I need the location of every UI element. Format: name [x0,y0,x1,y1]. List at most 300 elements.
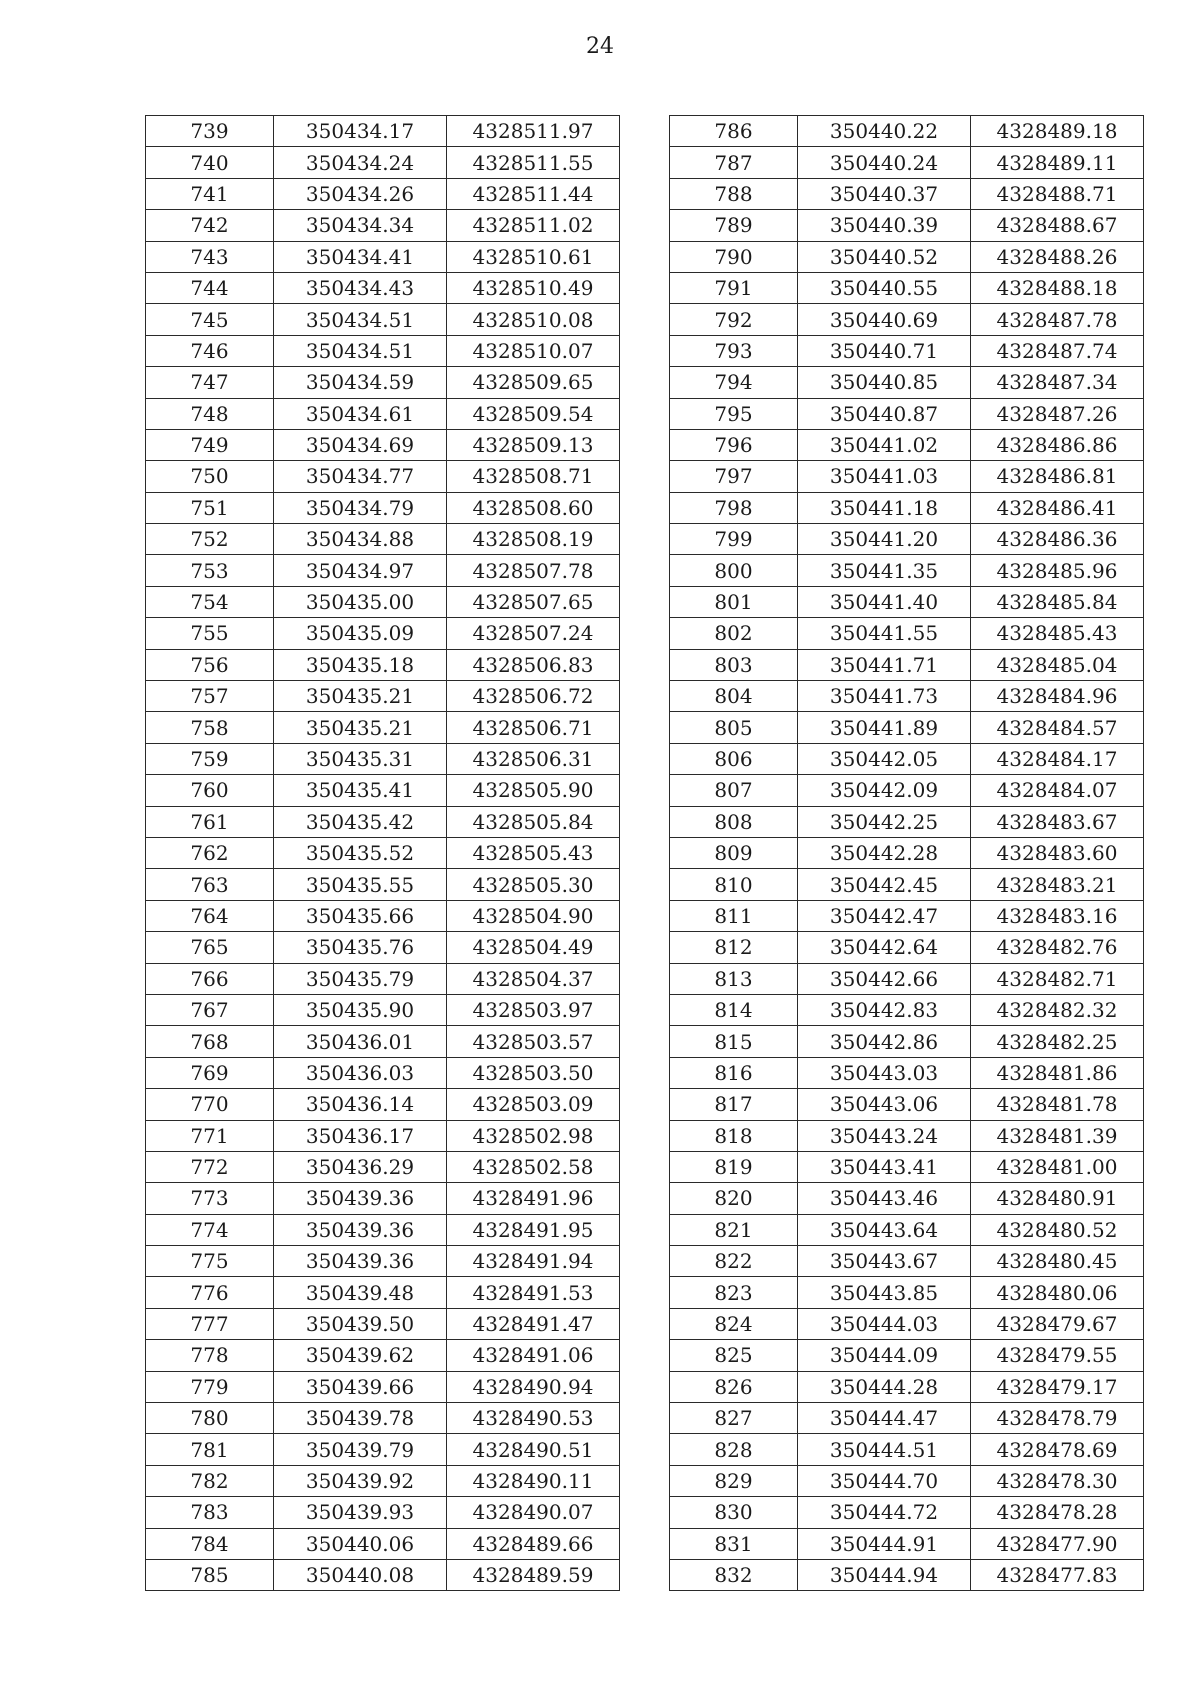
y-coordinate-cell: 4328502.98 [447,1120,620,1151]
point-number-cell: 807 [670,775,798,806]
x-coordinate-cell: 350441.35 [798,555,971,586]
table-row [670,806,1144,837]
y-coordinate-cell: 4328505.43 [447,837,620,868]
y-coordinate-cell: 4328484.57 [971,712,1144,743]
x-coordinate-cell: 350440.39 [798,210,971,241]
point-number-cell: 758 [146,712,274,743]
point-number-cell: 796 [670,429,798,460]
point-number-cell: 770 [146,1089,274,1120]
table-row [146,1214,620,1245]
point-number-cell: 780 [146,1403,274,1434]
point-number-cell: 817 [670,1089,798,1120]
table-row [146,178,620,209]
y-coordinate-cell: 4328483.21 [971,869,1144,900]
point-number-cell: 830 [670,1497,798,1528]
y-coordinate-cell: 4328488.18 [971,272,1144,303]
y-coordinate-cell: 4328490.53 [447,1403,620,1434]
x-coordinate-cell: 350441.20 [798,524,971,555]
y-coordinate-cell: 4328503.50 [447,1057,620,1088]
table-body [146,116,620,1591]
y-coordinate-cell: 4328486.86 [971,429,1144,460]
y-coordinate-cell: 4328482.25 [971,1026,1144,1057]
table-row [670,1434,1144,1465]
x-coordinate-cell: 350434.61 [274,398,447,429]
x-coordinate-cell: 350436.01 [274,1026,447,1057]
table-row [670,932,1144,963]
table-row [670,649,1144,680]
y-coordinate-cell: 4328508.71 [447,461,620,492]
x-coordinate-cell: 350435.21 [274,681,447,712]
point-number-cell: 820 [670,1183,798,1214]
x-coordinate-cell: 350434.24 [274,147,447,178]
x-coordinate-cell: 350434.79 [274,492,447,523]
x-coordinate-cell: 350435.55 [274,869,447,900]
y-coordinate-cell: 4328508.60 [447,492,620,523]
point-number-cell: 787 [670,147,798,178]
x-coordinate-cell: 350439.79 [274,1434,447,1465]
point-number-cell: 801 [670,586,798,617]
table-row [670,1528,1144,1559]
table-body [670,116,1144,1591]
point-number-cell: 783 [146,1497,274,1528]
point-number-cell: 797 [670,461,798,492]
y-coordinate-cell: 4328491.95 [447,1214,620,1245]
point-number-cell: 746 [146,335,274,366]
table-row [670,272,1144,303]
x-coordinate-cell: 350442.09 [798,775,971,806]
x-coordinate-cell: 350441.73 [798,681,971,712]
point-number-cell: 768 [146,1026,274,1057]
table-row [670,241,1144,272]
table-row [146,775,620,806]
table-row [670,900,1144,931]
point-number-cell: 794 [670,367,798,398]
y-coordinate-cell: 4328489.59 [447,1559,620,1590]
table-row [670,1214,1144,1245]
point-number-cell: 753 [146,555,274,586]
y-coordinate-cell: 4328511.44 [447,178,620,209]
coordinate-table-right [669,115,1144,1591]
y-coordinate-cell: 4328506.71 [447,712,620,743]
table-row [146,1057,620,1088]
x-coordinate-cell: 350441.02 [798,429,971,460]
y-coordinate-cell: 4328511.97 [447,116,620,147]
y-coordinate-cell: 4328488.26 [971,241,1144,272]
y-coordinate-cell: 4328505.30 [447,869,620,900]
point-number-cell: 781 [146,1434,274,1465]
point-number-cell: 782 [146,1465,274,1496]
y-coordinate-cell: 4328509.65 [447,367,620,398]
x-coordinate-cell: 350442.86 [798,1026,971,1057]
x-coordinate-cell: 350441.89 [798,712,971,743]
y-coordinate-cell: 4328490.51 [447,1434,620,1465]
x-coordinate-cell: 350435.76 [274,932,447,963]
table-row [670,775,1144,806]
x-coordinate-cell: 350444.72 [798,1497,971,1528]
table-row [670,618,1144,649]
x-coordinate-cell: 350439.36 [274,1214,447,1245]
point-number-cell: 805 [670,712,798,743]
table-row [146,492,620,523]
x-coordinate-cell: 350442.28 [798,837,971,868]
point-number-cell: 789 [670,210,798,241]
y-coordinate-cell: 4328489.66 [447,1528,620,1559]
point-number-cell: 786 [670,116,798,147]
y-coordinate-cell: 4328503.09 [447,1089,620,1120]
table-row [670,555,1144,586]
x-coordinate-cell: 350444.94 [798,1559,971,1590]
x-coordinate-cell: 350435.52 [274,837,447,868]
point-number-cell: 811 [670,900,798,931]
table-row [670,1403,1144,1434]
x-coordinate-cell: 350435.09 [274,618,447,649]
y-coordinate-cell: 4328488.67 [971,210,1144,241]
table-row [670,1089,1144,1120]
point-number-cell: 751 [146,492,274,523]
point-number-cell: 741 [146,178,274,209]
point-number-cell: 752 [146,524,274,555]
table-row [670,712,1144,743]
x-coordinate-cell: 350436.29 [274,1151,447,1182]
table-row [146,1528,620,1559]
y-coordinate-cell: 4328478.28 [971,1497,1144,1528]
y-coordinate-cell: 4328503.97 [447,994,620,1025]
x-coordinate-cell: 350440.24 [798,147,971,178]
x-coordinate-cell: 350440.52 [798,241,971,272]
table-row [670,335,1144,366]
x-coordinate-cell: 350442.64 [798,932,971,963]
table-row [670,1246,1144,1277]
y-coordinate-cell: 4328481.39 [971,1120,1144,1151]
table-row [146,1497,620,1528]
table-row [146,1120,620,1151]
x-coordinate-cell: 350434.43 [274,272,447,303]
y-coordinate-cell: 4328479.67 [971,1308,1144,1339]
table-row [670,367,1144,398]
point-number-cell: 755 [146,618,274,649]
point-number-cell: 761 [146,806,274,837]
point-number-cell: 802 [670,618,798,649]
x-coordinate-cell: 350442.47 [798,900,971,931]
y-coordinate-cell: 4328487.26 [971,398,1144,429]
y-coordinate-cell: 4328484.17 [971,743,1144,774]
x-coordinate-cell: 350434.69 [274,429,447,460]
y-coordinate-cell: 4328483.60 [971,837,1144,868]
table-row [146,837,620,868]
point-number-cell: 742 [146,210,274,241]
table-row [670,586,1144,617]
x-coordinate-cell: 350434.59 [274,367,447,398]
x-coordinate-cell: 350439.93 [274,1497,447,1528]
x-coordinate-cell: 350434.26 [274,178,447,209]
y-coordinate-cell: 4328478.79 [971,1403,1144,1434]
point-number-cell: 791 [670,272,798,303]
y-coordinate-cell: 4328485.84 [971,586,1144,617]
table-row [670,1183,1144,1214]
point-number-cell: 788 [670,178,798,209]
y-coordinate-cell: 4328485.43 [971,618,1144,649]
point-number-cell: 828 [670,1434,798,1465]
y-coordinate-cell: 4328477.83 [971,1559,1144,1590]
table-row [146,743,620,774]
point-number-cell: 740 [146,147,274,178]
table-row [670,963,1144,994]
table-row [146,461,620,492]
x-coordinate-cell: 350434.97 [274,555,447,586]
x-coordinate-cell: 350439.62 [274,1340,447,1371]
table-row [670,398,1144,429]
point-number-cell: 810 [670,869,798,900]
y-coordinate-cell: 4328504.90 [447,900,620,931]
point-number-cell: 804 [670,681,798,712]
y-coordinate-cell: 4328482.76 [971,932,1144,963]
point-number-cell: 808 [670,806,798,837]
table-row [146,429,620,460]
table-row [146,586,620,617]
table-row [146,1465,620,1496]
y-coordinate-cell: 4328506.83 [447,649,620,680]
y-coordinate-cell: 4328486.81 [971,461,1144,492]
point-number-cell: 821 [670,1214,798,1245]
table-row [670,210,1144,241]
y-coordinate-cell: 4328489.11 [971,147,1144,178]
x-coordinate-cell: 350440.87 [798,398,971,429]
y-coordinate-cell: 4328480.52 [971,1214,1144,1245]
y-coordinate-cell: 4328510.61 [447,241,620,272]
x-coordinate-cell: 350436.17 [274,1120,447,1151]
x-coordinate-cell: 350442.25 [798,806,971,837]
x-coordinate-cell: 350443.41 [798,1151,971,1182]
table-row [146,1277,620,1308]
point-number-cell: 824 [670,1308,798,1339]
x-coordinate-cell: 350439.48 [274,1277,447,1308]
y-coordinate-cell: 4328481.78 [971,1089,1144,1120]
y-coordinate-cell: 4328507.24 [447,618,620,649]
point-number-cell: 744 [146,272,274,303]
table-row [146,398,620,429]
table-row [670,1465,1144,1496]
point-number-cell: 825 [670,1340,798,1371]
y-coordinate-cell: 4328479.17 [971,1371,1144,1402]
point-number-cell: 767 [146,994,274,1025]
point-number-cell: 773 [146,1183,274,1214]
point-number-cell: 749 [146,429,274,460]
table-row [146,1183,620,1214]
table-row [670,837,1144,868]
point-number-cell: 795 [670,398,798,429]
table-row [146,555,620,586]
x-coordinate-cell: 350443.46 [798,1183,971,1214]
point-number-cell: 826 [670,1371,798,1402]
y-coordinate-cell: 4328484.07 [971,775,1144,806]
x-coordinate-cell: 350435.42 [274,806,447,837]
point-number-cell: 832 [670,1559,798,1590]
point-number-cell: 776 [146,1277,274,1308]
y-coordinate-cell: 4328479.55 [971,1340,1144,1371]
x-coordinate-cell: 350434.77 [274,461,447,492]
y-coordinate-cell: 4328491.53 [447,1277,620,1308]
x-coordinate-cell: 350434.88 [274,524,447,555]
x-coordinate-cell: 350440.71 [798,335,971,366]
point-number-cell: 813 [670,963,798,994]
point-number-cell: 799 [670,524,798,555]
y-coordinate-cell: 4328489.18 [971,116,1144,147]
x-coordinate-cell: 350442.45 [798,869,971,900]
y-coordinate-cell: 4328485.04 [971,649,1144,680]
x-coordinate-cell: 350440.85 [798,367,971,398]
x-coordinate-cell: 350444.09 [798,1340,971,1371]
x-coordinate-cell: 350435.90 [274,994,447,1025]
table-row [670,681,1144,712]
table-row [670,1026,1144,1057]
y-coordinate-cell: 4328481.00 [971,1151,1144,1182]
point-number-cell: 750 [146,461,274,492]
table-row [146,1246,620,1277]
x-coordinate-cell: 350439.36 [274,1183,447,1214]
table-row [146,681,620,712]
y-coordinate-cell: 4328488.71 [971,178,1144,209]
table-row [670,1340,1144,1371]
y-coordinate-cell: 4328490.11 [447,1465,620,1496]
x-coordinate-cell: 350434.51 [274,335,447,366]
table-row [670,461,1144,492]
y-coordinate-cell: 4328478.30 [971,1465,1144,1496]
x-coordinate-cell: 350439.66 [274,1371,447,1402]
y-coordinate-cell: 4328510.07 [447,335,620,366]
table-row [146,210,620,241]
point-number-cell: 790 [670,241,798,272]
x-coordinate-cell: 350434.34 [274,210,447,241]
table-row [146,900,620,931]
y-coordinate-cell: 4328508.19 [447,524,620,555]
y-coordinate-cell: 4328504.49 [447,932,620,963]
y-coordinate-cell: 4328507.65 [447,586,620,617]
y-coordinate-cell: 4328503.57 [447,1026,620,1057]
y-coordinate-cell: 4328483.67 [971,806,1144,837]
y-coordinate-cell: 4328482.32 [971,994,1144,1025]
y-coordinate-cell: 4328507.78 [447,555,620,586]
y-coordinate-cell: 4328482.71 [971,963,1144,994]
point-number-cell: 785 [146,1559,274,1590]
table-row [670,492,1144,523]
y-coordinate-cell: 4328491.47 [447,1308,620,1339]
point-number-cell: 829 [670,1465,798,1496]
point-number-cell: 759 [146,743,274,774]
table-row [670,116,1144,147]
x-coordinate-cell: 350443.64 [798,1214,971,1245]
point-number-cell: 800 [670,555,798,586]
table-row [670,743,1144,774]
point-number-cell: 806 [670,743,798,774]
point-number-cell: 739 [146,116,274,147]
page-number: 24 [586,34,614,59]
table-row [146,1403,620,1434]
point-number-cell: 822 [670,1246,798,1277]
y-coordinate-cell: 4328490.07 [447,1497,620,1528]
table-row [146,869,620,900]
point-number-cell: 748 [146,398,274,429]
table-row [146,335,620,366]
point-number-cell: 771 [146,1120,274,1151]
point-number-cell: 775 [146,1246,274,1277]
x-coordinate-cell: 350444.28 [798,1371,971,1402]
point-number-cell: 827 [670,1403,798,1434]
y-coordinate-cell: 4328505.90 [447,775,620,806]
x-coordinate-cell: 350435.31 [274,743,447,774]
y-coordinate-cell: 4328504.37 [447,963,620,994]
table-row [670,304,1144,335]
x-coordinate-cell: 350439.50 [274,1308,447,1339]
table-row [146,649,620,680]
table-row [146,367,620,398]
x-coordinate-cell: 350444.70 [798,1465,971,1496]
y-coordinate-cell: 4328486.41 [971,492,1144,523]
table-row [146,1371,620,1402]
y-coordinate-cell: 4328484.96 [971,681,1144,712]
table-row [670,1371,1144,1402]
point-number-cell: 765 [146,932,274,963]
point-number-cell: 769 [146,1057,274,1088]
table-row [670,524,1144,555]
x-coordinate-cell: 350444.03 [798,1308,971,1339]
y-coordinate-cell: 4328487.34 [971,367,1144,398]
y-coordinate-cell: 4328480.06 [971,1277,1144,1308]
table-row [146,806,620,837]
table-row [670,178,1144,209]
y-coordinate-cell: 4328486.36 [971,524,1144,555]
x-coordinate-cell: 350439.78 [274,1403,447,1434]
x-coordinate-cell: 350443.85 [798,1277,971,1308]
point-number-cell: 762 [146,837,274,868]
table-row [670,1277,1144,1308]
x-coordinate-cell: 350439.36 [274,1246,447,1277]
y-coordinate-cell: 4328511.02 [447,210,620,241]
y-coordinate-cell: 4328491.94 [447,1246,620,1277]
y-coordinate-cell: 4328505.84 [447,806,620,837]
point-number-cell: 803 [670,649,798,680]
x-coordinate-cell: 350441.55 [798,618,971,649]
table-row [670,147,1144,178]
y-coordinate-cell: 4328502.58 [447,1151,620,1182]
point-number-cell: 815 [670,1026,798,1057]
point-number-cell: 818 [670,1120,798,1151]
point-number-cell: 798 [670,492,798,523]
x-coordinate-cell: 350440.55 [798,272,971,303]
table-row [670,1120,1144,1151]
table-row [146,241,620,272]
x-coordinate-cell: 350435.66 [274,900,447,931]
x-coordinate-cell: 350435.21 [274,712,447,743]
x-coordinate-cell: 350440.37 [798,178,971,209]
y-coordinate-cell: 4328481.86 [971,1057,1144,1088]
x-coordinate-cell: 350444.51 [798,1434,971,1465]
y-coordinate-cell: 4328506.31 [447,743,620,774]
y-coordinate-cell: 4328480.45 [971,1246,1144,1277]
point-number-cell: 760 [146,775,274,806]
point-number-cell: 774 [146,1214,274,1245]
table-row [146,1151,620,1182]
point-number-cell: 756 [146,649,274,680]
x-coordinate-cell: 350436.03 [274,1057,447,1088]
table-row [146,963,620,994]
point-number-cell: 743 [146,241,274,272]
point-number-cell: 819 [670,1151,798,1182]
point-number-cell: 757 [146,681,274,712]
table-row [146,1559,620,1590]
x-coordinate-cell: 350434.51 [274,304,447,335]
x-coordinate-cell: 350443.03 [798,1057,971,1088]
point-number-cell: 778 [146,1340,274,1371]
